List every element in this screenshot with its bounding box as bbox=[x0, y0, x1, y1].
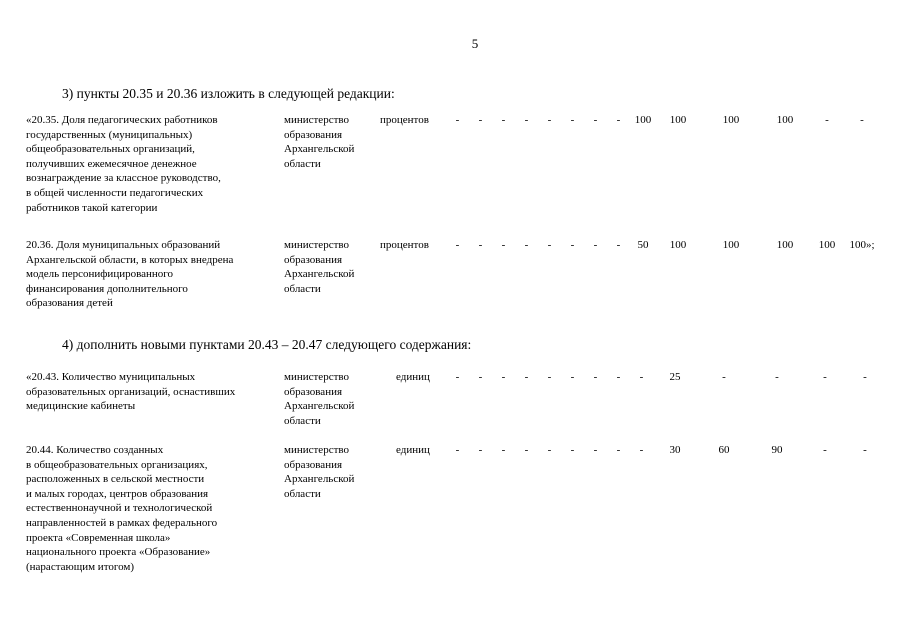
year-value: 50 bbox=[637, 239, 649, 251]
year-value: - bbox=[455, 114, 460, 126]
year-value: - bbox=[547, 371, 552, 383]
unit-of-measure: единиц bbox=[396, 444, 430, 456]
year-value: - bbox=[570, 114, 575, 126]
year-value: - bbox=[570, 371, 575, 383]
year-value: - bbox=[639, 371, 644, 383]
responsible-body: министерство образования Архангельской области bbox=[284, 371, 355, 427]
year-value: - bbox=[478, 371, 483, 383]
year-value: - bbox=[455, 239, 460, 251]
year-value: - bbox=[501, 444, 506, 456]
year-value: - bbox=[863, 444, 867, 456]
year-value: - bbox=[860, 114, 864, 126]
year-value: - bbox=[616, 114, 621, 126]
year-value: - bbox=[593, 239, 598, 251]
year-value: - bbox=[823, 371, 827, 383]
year-value: - bbox=[722, 371, 726, 383]
indicator-row-20-36 bbox=[26, 238, 878, 311]
year-value: 100 bbox=[722, 114, 740, 126]
year-value: - bbox=[823, 444, 827, 456]
indicator-description: 20.36. Доля муниципальных образований Архангельской области, в которых внедрена модель персонифицированного финансирования дополнительного образования детей bbox=[26, 239, 234, 310]
year-value: - bbox=[825, 114, 829, 126]
responsible-body: министерство образования Архангельской области bbox=[284, 444, 355, 500]
year-value: 100 bbox=[818, 239, 836, 251]
year-value: - bbox=[478, 239, 483, 251]
year-value: - bbox=[501, 114, 506, 126]
year-value: 100 bbox=[669, 239, 687, 251]
section-heading-4: 4) дополнить новыми пунктами 20.43 – 20.47 следующего содержания: bbox=[62, 337, 472, 352]
year-value: - bbox=[616, 239, 621, 251]
year-value: - bbox=[775, 371, 779, 383]
indicator-description: 20.44. Количество созданных в общеобразовательных организациях, расположенных в сельской местности и малых городах, центров образования естественнонаучной и технологической направленностей в рамках федерального проекта «Современная школа» национального проекта «Образование» (нарастающим итогом) bbox=[26, 444, 218, 573]
indicator-row-20-44 bbox=[26, 443, 883, 574]
year-value: - bbox=[524, 114, 529, 126]
year-value: - bbox=[570, 239, 575, 251]
year-value: - bbox=[593, 371, 598, 383]
indicator-description: «20.43. Количество муниципальных образовательных организаций, оснастивших медицинские кабинеты bbox=[26, 371, 236, 413]
year-value: - bbox=[547, 444, 552, 456]
year-value: - bbox=[455, 371, 460, 383]
year-value: - bbox=[863, 371, 867, 383]
section-heading-3: 3) пункты 20.35 и 20.36 изложить в следующей редакции: bbox=[62, 86, 395, 101]
indicator-description: «20.35. Доля педагогических работников государственных (муниципальных) общеобразовательных организаций, получивших ежемесячное денежное вознаграждение за классное руководство, в общей численности педагогических работников такой категории bbox=[26, 114, 221, 214]
year-value: - bbox=[478, 444, 483, 456]
year-value: - bbox=[478, 114, 483, 126]
year-value: 60 bbox=[718, 444, 730, 456]
year-value: 30 bbox=[669, 444, 681, 456]
year-value: 100 bbox=[776, 239, 794, 251]
year-value: 100 bbox=[669, 114, 687, 126]
indicator-row-20-35 bbox=[26, 113, 878, 215]
year-value: - bbox=[501, 371, 506, 383]
year-value: - bbox=[639, 444, 644, 456]
unit-of-measure: процентов bbox=[380, 114, 429, 126]
year-value: - bbox=[547, 114, 552, 126]
year-value: - bbox=[547, 239, 552, 251]
year-value: - bbox=[524, 371, 529, 383]
indicator-row-20-43 bbox=[26, 370, 883, 428]
year-value: 25 bbox=[669, 371, 681, 383]
unit-of-measure: единиц bbox=[396, 371, 430, 383]
year-value: - bbox=[593, 444, 598, 456]
page-number: 5 bbox=[471, 36, 479, 51]
year-value: - bbox=[593, 114, 598, 126]
unit-of-measure: процентов bbox=[380, 239, 429, 251]
year-value: 100 bbox=[634, 114, 652, 126]
year-value: 100»; bbox=[849, 239, 875, 251]
year-value: - bbox=[455, 444, 460, 456]
year-value: - bbox=[524, 444, 529, 456]
year-value: 100 bbox=[722, 239, 740, 251]
year-value: - bbox=[616, 371, 621, 383]
year-value: 100 bbox=[776, 114, 794, 126]
year-value: 90 bbox=[771, 444, 783, 456]
year-value: - bbox=[501, 239, 506, 251]
year-value: - bbox=[524, 239, 529, 251]
year-value: - bbox=[570, 444, 575, 456]
responsible-body: министерство образования Архангельской области bbox=[284, 114, 355, 170]
year-value: - bbox=[616, 444, 621, 456]
responsible-body: министерство образования Архангельской области bbox=[284, 239, 355, 295]
